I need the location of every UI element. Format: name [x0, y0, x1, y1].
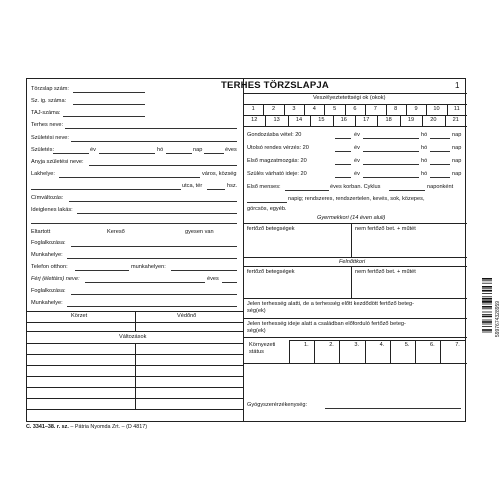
veszely-cell[interactable]: 11	[453, 106, 460, 112]
form-title: TERHES TÖRZSLAPJA	[221, 80, 329, 91]
field-cyklus[interactable]	[389, 190, 425, 191]
barcode-bar	[482, 321, 492, 323]
korzet-row-line	[27, 331, 243, 332]
veszely-cell-divider	[355, 115, 356, 126]
label-jelen1a: Jelen terhesség alatti, de a terhesség előtt kezdődött fertőző beteg-	[247, 301, 414, 307]
field-ferj-eves[interactable]	[222, 282, 237, 283]
label-jelen2b: ség(ek)	[247, 328, 266, 334]
label-utca: utca, tér	[182, 183, 203, 189]
jelen2-bottom	[243, 337, 467, 338]
field-szules_varhato-year[interactable]	[335, 177, 351, 178]
field-menses-kor[interactable]	[285, 190, 329, 191]
field-szules_varhato-nap[interactable]	[430, 177, 450, 178]
veszely-cell[interactable]: 17	[363, 117, 370, 123]
field-szuletes-ev[interactable]	[53, 153, 89, 154]
label-nem-fertozo-2: nem fertőző bet. + műtét	[355, 269, 416, 275]
barcode-bar	[482, 293, 492, 294]
field-ideiglenes-2[interactable]	[31, 223, 237, 224]
veszely-cell-divider	[447, 104, 448, 115]
status-cell[interactable]: 4.	[379, 342, 385, 348]
field-foglalkozasa-2[interactable]	[71, 294, 237, 295]
veszely-cell[interactable]: 19	[407, 117, 415, 123]
jelen1-bottom	[243, 318, 467, 319]
veszely-cell[interactable]: 6	[353, 106, 357, 112]
valtozasok-row-5	[27, 398, 243, 399]
felnott-divider	[351, 266, 352, 298]
gyermek-top	[243, 223, 467, 224]
veszely-cell-divider	[304, 104, 305, 115]
label-anyja: Anyja születési neve:	[31, 159, 84, 165]
field-munkahelye-2[interactable]	[67, 306, 237, 307]
status-cell-divider	[390, 340, 391, 363]
valtozasok-bottom	[27, 409, 243, 410]
field-utolso-nap[interactable]	[430, 151, 450, 152]
label-valtozasok: Változások	[119, 334, 147, 340]
veszely-cell[interactable]: 3	[292, 106, 296, 112]
veszely-cell[interactable]: 5	[333, 106, 337, 112]
label-szules_varhato-nap: nap	[452, 171, 462, 177]
field-gyogyszer[interactable]	[325, 408, 461, 409]
label-munkahelye-2: Munkahelye:	[31, 300, 63, 306]
label-munkahelye-1: Munkahelye:	[31, 252, 63, 258]
valtozasok-row-4	[27, 387, 243, 388]
veszely-cell-divider	[426, 104, 427, 115]
label-fertozo-1: fertőző betegségek	[247, 226, 295, 232]
veszely-cell[interactable]: 18	[385, 117, 392, 123]
label-ferj-eves: éves	[207, 276, 219, 282]
label-korzet: Körzet	[71, 313, 88, 319]
label-foglalkozasa-2: Foglalkozása:	[31, 288, 66, 294]
veszely-cell-divider	[324, 104, 325, 115]
footer	[26, 424, 147, 430]
barcode-bar	[482, 308, 492, 309]
status-cell[interactable]: 7.	[455, 342, 460, 348]
veszely-cell[interactable]: 4	[312, 106, 316, 112]
field-foglalkozasa-1[interactable]	[71, 246, 237, 247]
status-cell[interactable]: 6.	[430, 342, 435, 348]
valtozasok-row-3	[27, 376, 243, 377]
veszely-cell[interactable]: 21	[452, 117, 459, 123]
veszely-cell-divider	[333, 115, 334, 126]
label-gondozas-ho: hó	[421, 132, 428, 138]
label-naponkent: naponként	[427, 184, 454, 190]
label-utolso-ev: év	[354, 145, 360, 151]
label-jelen2a: Jelen terhesség ideje alatt a családban előforduló fertőző beteg-	[247, 321, 406, 327]
label-szules_varhato: Szülés várható ideje: 20	[247, 171, 307, 177]
barcode-bar	[482, 288, 492, 289]
label-utolso: Utolsó rendes vérzés: 20	[247, 145, 309, 151]
label-elso_mozg-ho: hó	[421, 158, 428, 164]
veszely-cell-divider	[400, 115, 401, 126]
barcode-bar	[482, 304, 492, 305]
footer-publisher: – Pátria Nyomda Zrt. – (D 4817)	[68, 424, 148, 430]
valtozasok-row-2	[27, 365, 243, 366]
field-telefon-munkahely[interactable]	[171, 270, 237, 271]
field-gondozas-year[interactable]	[335, 138, 351, 139]
label-szuletesi-neve: Születési neve:	[31, 135, 69, 141]
page-number: 1	[455, 81, 460, 90]
veszely-cell[interactable]: 10	[433, 106, 440, 112]
label-utolso-ho: hó	[421, 145, 428, 151]
veszely-cell-divider	[445, 115, 446, 126]
barcode-bar	[482, 300, 492, 302]
field-terhes-neve[interactable]	[65, 128, 237, 129]
label-cimvaltozas: Címváltozás:	[31, 195, 64, 201]
field-szuletes-eves[interactable]	[204, 153, 224, 154]
label-elso_mozg-nap: nap	[452, 158, 462, 164]
label-ferj: Férj (élettárs) neve:	[31, 276, 80, 282]
label-gyermekkori: Gyermekkori (14 éven aluli)	[317, 215, 386, 221]
status-bottom	[243, 363, 467, 364]
barcode-bar	[482, 326, 492, 327]
label-utolso-nap: nap	[452, 145, 462, 151]
barcode-bar	[482, 283, 492, 284]
footer-code: C. 3341–38. r. sz.	[26, 424, 69, 430]
korzet-divider	[135, 311, 136, 331]
barcode-bar	[482, 320, 492, 321]
field-torzslap[interactable]	[73, 92, 145, 93]
field-napig[interactable]	[247, 202, 287, 203]
veszely-row-1	[243, 104, 467, 115]
field-cimvaltozas[interactable]	[69, 201, 237, 202]
status-cell[interactable]: 5.	[404, 342, 410, 348]
veszely-cell[interactable]: 1	[251, 106, 255, 112]
label-szuletes-eves: éves	[225, 147, 237, 153]
barcode-bar	[482, 298, 492, 300]
barcode-bar	[482, 280, 492, 281]
status-cell-divider	[365, 340, 366, 363]
veszely-cell-divider	[310, 115, 311, 126]
field-szuletesi-neve[interactable]	[71, 141, 237, 142]
label-varos: város, község	[202, 171, 237, 177]
label-lakhely: Lakhelye:	[31, 171, 55, 177]
barcode-bar	[482, 324, 492, 325]
field-utolso-ho[interactable]	[363, 151, 419, 152]
veszely-top-line	[243, 93, 467, 94]
barcode-bar	[482, 286, 492, 288]
veszely-cell-divider	[377, 115, 378, 126]
label-munkahelyen: munkahelyen:	[131, 264, 166, 270]
label-eves-korban: éves korban. Cyklus	[330, 184, 381, 190]
valtozasok-row-1	[27, 354, 243, 355]
barcode-bar	[482, 314, 492, 315]
label-szig: Sz. ig. száma:	[31, 98, 67, 104]
status-cell[interactable]: 1.	[304, 342, 309, 348]
veszely-cell[interactable]: 14	[295, 117, 303, 123]
status-cell[interactable]: 3.	[354, 342, 360, 348]
label-elso_mozg-ev: év	[354, 158, 360, 164]
veszely-cell-divider	[386, 104, 387, 115]
label-napig: napig; rendszeres, rendszertelen, kevés, sok, közepes,	[288, 196, 425, 202]
field-anyja[interactable]	[89, 165, 237, 166]
status-cell[interactable]: 2.	[329, 342, 334, 348]
veszely-cell-divider	[288, 115, 289, 126]
label-torzslap: Törzslap szám:	[31, 86, 69, 92]
field-szig[interactable]	[73, 104, 145, 105]
field-lakhely-hsz[interactable]	[207, 189, 225, 190]
status-cell-divider	[339, 340, 340, 363]
label-szuletes: Születés:	[31, 147, 55, 153]
veszely-cell-divider	[365, 104, 366, 115]
field-ferj[interactable]	[85, 282, 205, 283]
field-utolso-year[interactable]	[335, 151, 351, 152]
status-cell-divider	[440, 340, 441, 363]
field-elso_mozg-ho[interactable]	[363, 164, 419, 165]
veszely-cell-divider	[406, 104, 407, 115]
label-gorcsos: görcsös, egyéb.	[247, 206, 287, 212]
label-ideiglenes: Ideiglenes lakás:	[31, 207, 73, 213]
label-kornyezeti: Környezeti	[249, 342, 276, 348]
field-elso_mozg-year[interactable]	[335, 164, 351, 165]
gyermek-divider	[351, 223, 352, 257]
barcode-icon	[482, 278, 496, 368]
field-elso_mozg-nap[interactable]	[430, 164, 450, 165]
field-szuletes-ho[interactable]	[99, 153, 155, 154]
field-szuletes-nap[interactable]	[166, 153, 192, 154]
barcode-bar	[482, 306, 492, 308]
barcode-bar	[482, 290, 492, 292]
label-szules_varhato-ev: év	[354, 171, 360, 177]
veszely-cell[interactable]: 15	[318, 117, 325, 123]
veszely-cell-divider	[422, 115, 423, 126]
label-nem-fertozo-1: nem fertőző bet. + műtét	[355, 226, 416, 232]
label-telefon: Telefon otthon:	[31, 264, 68, 270]
field-gondozas-ho[interactable]	[363, 138, 419, 139]
status-cell-divider	[415, 340, 416, 363]
veszely-cell[interactable]: 16	[340, 117, 347, 123]
label-gondozas: Gondozásba vétel: 20	[247, 132, 302, 138]
label-foglalkozasa-1: Foglalkozása:	[31, 240, 66, 246]
field-taj[interactable]	[63, 116, 145, 117]
label-fertozo-2: fertőző betegségek	[247, 269, 295, 275]
label-kereso[interactable]: Kereső	[107, 229, 125, 235]
status-cell-divider	[314, 340, 315, 363]
field-lakhely-varos[interactable]	[59, 177, 200, 178]
veszely-row-2	[243, 115, 467, 126]
veszely-cell-divider	[265, 115, 266, 126]
label-vedono: Védőnő	[177, 313, 197, 319]
label-szules_varhato-ho: hó	[421, 171, 428, 177]
label-eltartott[interactable]: Eltartott	[31, 229, 51, 235]
barcode-bar	[482, 296, 492, 297]
veszely-cell[interactable]: 7	[373, 106, 377, 112]
label-felnottkori: Felnőttkori	[339, 259, 366, 265]
veszely-cell[interactable]: 2	[271, 106, 276, 112]
field-lakhely-utca[interactable]	[31, 189, 181, 190]
label-elso-menses: Első menses:	[247, 184, 281, 190]
label-gyogyszer: Gyógyszerérzékenység:	[247, 402, 308, 408]
veszely-cell[interactable]: 8	[394, 106, 398, 112]
label-veszely: Veszélyeztetettségi ok (okok)	[313, 95, 386, 101]
field-szules_varhato-ho[interactable]	[363, 177, 419, 178]
label-gyesen[interactable]: gyesen van	[185, 229, 214, 235]
label-taj: TAJ-száma:	[31, 110, 61, 116]
veszely-cell[interactable]: 20	[430, 117, 437, 123]
barcode-bar	[482, 312, 492, 313]
field-munkahelye-1[interactable]	[67, 258, 237, 259]
label-szuletes-nap: nap	[193, 147, 203, 153]
status-cell-divider	[289, 340, 290, 363]
pregnancy-record-form	[26, 78, 466, 422]
barcode-digits: 5997674328959	[494, 300, 501, 338]
gyermek-bottom	[243, 257, 467, 258]
field-telefon-otthon[interactable]	[75, 270, 129, 271]
barcode-bar	[482, 332, 492, 333]
label-statusz: státus	[249, 349, 264, 355]
veszely-cell[interactable]: 13	[273, 117, 280, 123]
barcode-bar	[482, 329, 492, 331]
veszely-cell-divider	[284, 104, 285, 115]
felnott-top	[243, 266, 467, 267]
label-jelen1b: ség(ek)	[247, 308, 266, 314]
label-szuletes-ev: év	[90, 147, 96, 153]
field-gondozas-nap[interactable]	[430, 138, 450, 139]
veszely-cell-divider	[263, 104, 264, 115]
status-top	[289, 340, 465, 341]
label-terhes-neve: Terhes neve:	[31, 122, 64, 128]
field-ideiglenes[interactable]	[77, 213, 237, 214]
barcode-bar	[482, 316, 492, 318]
veszely-cell[interactable]: 9	[414, 106, 418, 112]
column-divider	[243, 79, 244, 422]
label-szuletes-ho: hó	[157, 147, 164, 153]
label-gondozas-ev: év	[354, 132, 360, 138]
label-gondozas-nap: nap	[452, 132, 462, 138]
felnott-bottom	[243, 298, 467, 299]
barcode-bar	[482, 278, 492, 280]
label-hsz: hsz.	[227, 183, 238, 189]
label-elso_mozg: Első magzatmozgás: 20	[247, 158, 307, 164]
veszely-cell[interactable]: 12	[251, 117, 258, 123]
veszely-bottom-line	[243, 126, 467, 127]
veszely-cell-divider	[345, 104, 346, 115]
